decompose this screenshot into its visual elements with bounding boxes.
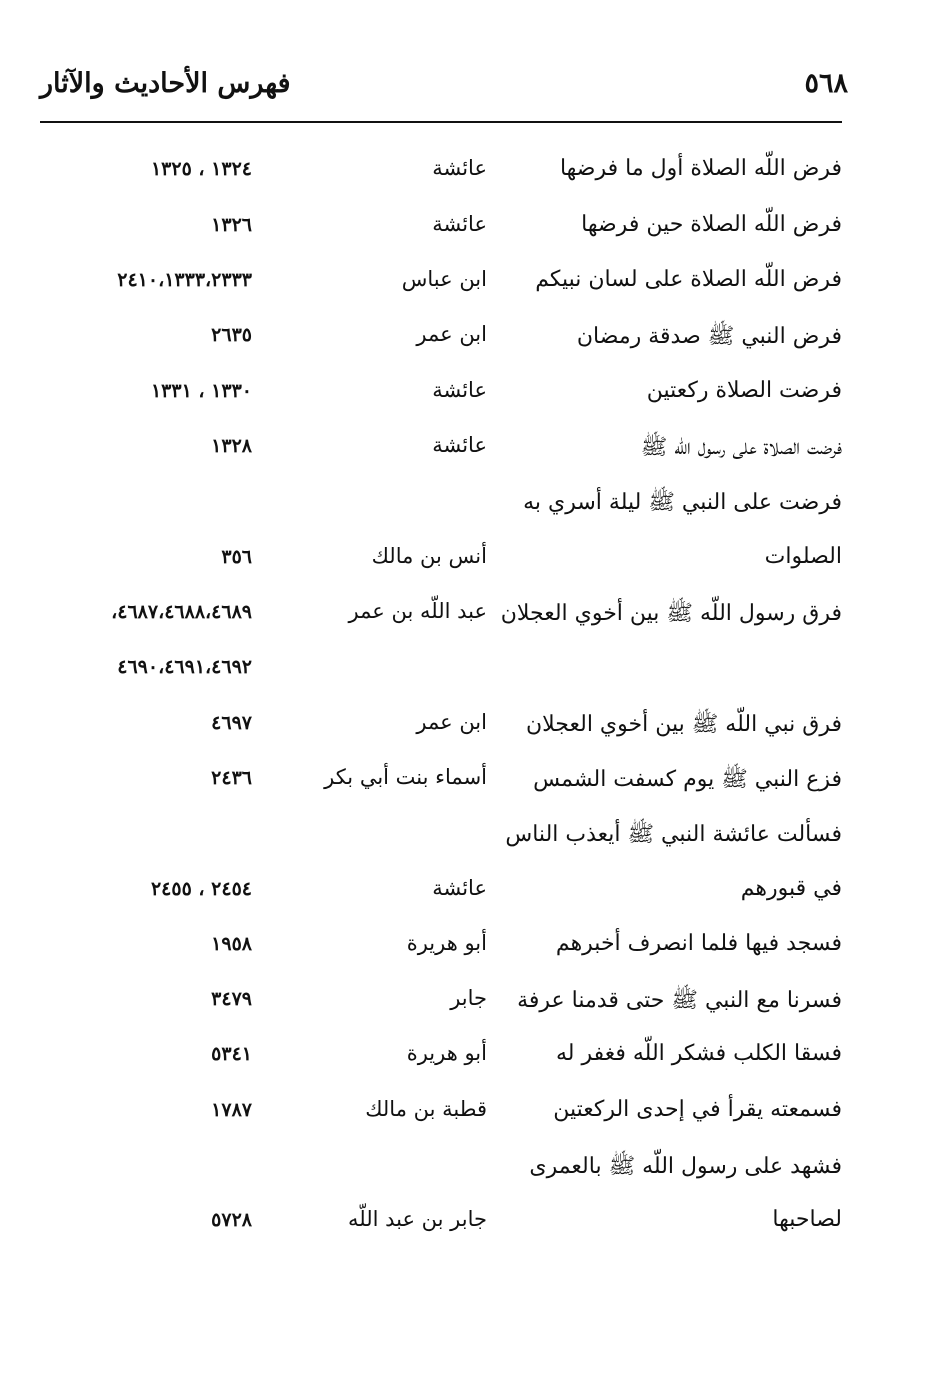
hadith-text: فزع النبي ﷺ يوم كسفت الشمس [533, 767, 842, 792]
narrator-name: عائشة [432, 156, 487, 180]
index-row [0, 595, 932, 635]
index-row [0, 484, 932, 524]
hadith-text: فسمعته يقرأ في إحدى الركعتين [553, 1097, 842, 1122]
hadith-numbers: ٣٤٧٩ [211, 988, 252, 1010]
hadith-numbers: ٤٦٨٧،٤٦٨٨،٤٦٨٩، [111, 601, 252, 623]
index-row [0, 263, 932, 303]
index-row [0, 1093, 932, 1133]
hadith-text: فرضت على النبي ﷺ ليلة أسري به [523, 490, 842, 515]
index-row [0, 374, 932, 414]
index-row [0, 1037, 932, 1077]
hadith-numbers: ١٧٨٧ [211, 1099, 252, 1121]
hadith-text: فرق رسول اللّه ﷺ بين أخوي العجلان [500, 601, 842, 626]
hadith-numbers: ٢٤٣٦ [211, 767, 252, 789]
index-row [0, 816, 932, 856]
narrator-name: قطبة بن مالك [365, 1097, 487, 1121]
narrator-name: عائشة [432, 433, 487, 457]
hadith-text: لصاحبها [772, 1207, 842, 1232]
narrator-name: جابر [450, 986, 487, 1010]
narrator-name: عبد اللّه بن عمر [348, 599, 487, 623]
narrator-name: ابن عباس [401, 267, 487, 291]
index-row [0, 540, 932, 580]
hadith-text: فرق نبي اللّه ﷺ بين أخوي العجلان [526, 712, 842, 737]
narrator-name: جابر بن عبد اللّه [347, 1207, 487, 1231]
hadith-text: فرض اللّه الصلاة حين فرضها [581, 212, 842, 237]
narrator-name: ابن عمر [416, 322, 487, 346]
hadith-numbers: ١٣٣٠ ، ١٣٣١ [150, 380, 252, 402]
index-row [0, 982, 932, 1022]
hadith-text: في قبورهم [740, 876, 842, 901]
hadith-numbers: ٣٥٦ [221, 546, 252, 568]
hadith-text: فرضت الصلاة ركعتين [646, 378, 842, 403]
index-row [0, 761, 932, 801]
hadith-numbers: ٥٧٢٨ [211, 1209, 252, 1231]
hadith-text: فرض النبي ﷺ صدقة رمضان [576, 324, 842, 349]
hadith-text: فسرنا مع النبي ﷺ حتى قدمنا عرفة [517, 988, 842, 1013]
narrator-name: ابن عمر [416, 710, 487, 734]
index-row [0, 650, 932, 690]
narrator-name: أبو هريرة [406, 1041, 487, 1065]
hadith-numbers: ١٣٢٦ [211, 214, 252, 236]
index-row [0, 208, 932, 248]
hadith-text: فسألت عائشة النبي ﷺ أيعذب الناس [505, 822, 842, 847]
hadith-text: فسجد فيها فلما انصرف أخبرهم [555, 931, 842, 956]
index-row [0, 318, 932, 358]
narrator-name: عائشة [432, 212, 487, 236]
narrator-name: أنس بن مالك [371, 544, 487, 568]
hadith-text: فرض اللّه الصلاة أول ما فرضها [559, 156, 842, 181]
index-row [0, 872, 932, 912]
narrator-name: أسماء بنت أبي بكر [324, 765, 487, 789]
hadith-text: فرضت الصلاة على رسول اللّه ﷺ [640, 435, 842, 460]
index-row [0, 429, 932, 469]
hadith-text: فرض اللّه الصلاة على لسان نبيكم [535, 267, 842, 292]
index-row [0, 152, 932, 192]
narrator-name: عائشة [432, 876, 487, 900]
narrator-name: أبو هريرة [406, 931, 487, 955]
hadith-text: الصلوات [764, 544, 842, 569]
hadith-numbers: ١٩٥٨ [211, 933, 252, 955]
hadith-numbers: ٤٦٩٠،٤٦٩١،٤٦٩٢ [117, 656, 252, 678]
narrator-name: عائشة [432, 378, 487, 402]
hadith-numbers: ٥٣٤١ [211, 1043, 252, 1065]
index-row [0, 927, 932, 967]
page-title: فهرس الأحاديث والآثار [40, 68, 291, 99]
hadith-numbers: ٢٤١٠،١٣٣٣،٢٣٣٣ [117, 269, 252, 291]
index-row [0, 1203, 932, 1243]
hadith-text: فسقا الكلب فشكر اللّه فغفر له [555, 1041, 842, 1066]
hadith-numbers: ١٣٢٨ [211, 435, 252, 457]
index-row [0, 1148, 932, 1188]
hadith-numbers: ٤٦٩٧ [211, 712, 252, 734]
hadith-text: فشهد على رسول اللّه ﷺ بالعمرى [529, 1154, 842, 1179]
hadith-numbers: ٢٦٣٥ [211, 324, 252, 346]
page-number: ٥٦٨ [804, 68, 848, 99]
index-row [0, 706, 932, 746]
hadith-numbers: ١٣٢٤ ، ١٣٢٥ [150, 158, 252, 180]
hadith-numbers: ٢٤٥٤ ، ٢٤٥٥ [150, 878, 252, 900]
